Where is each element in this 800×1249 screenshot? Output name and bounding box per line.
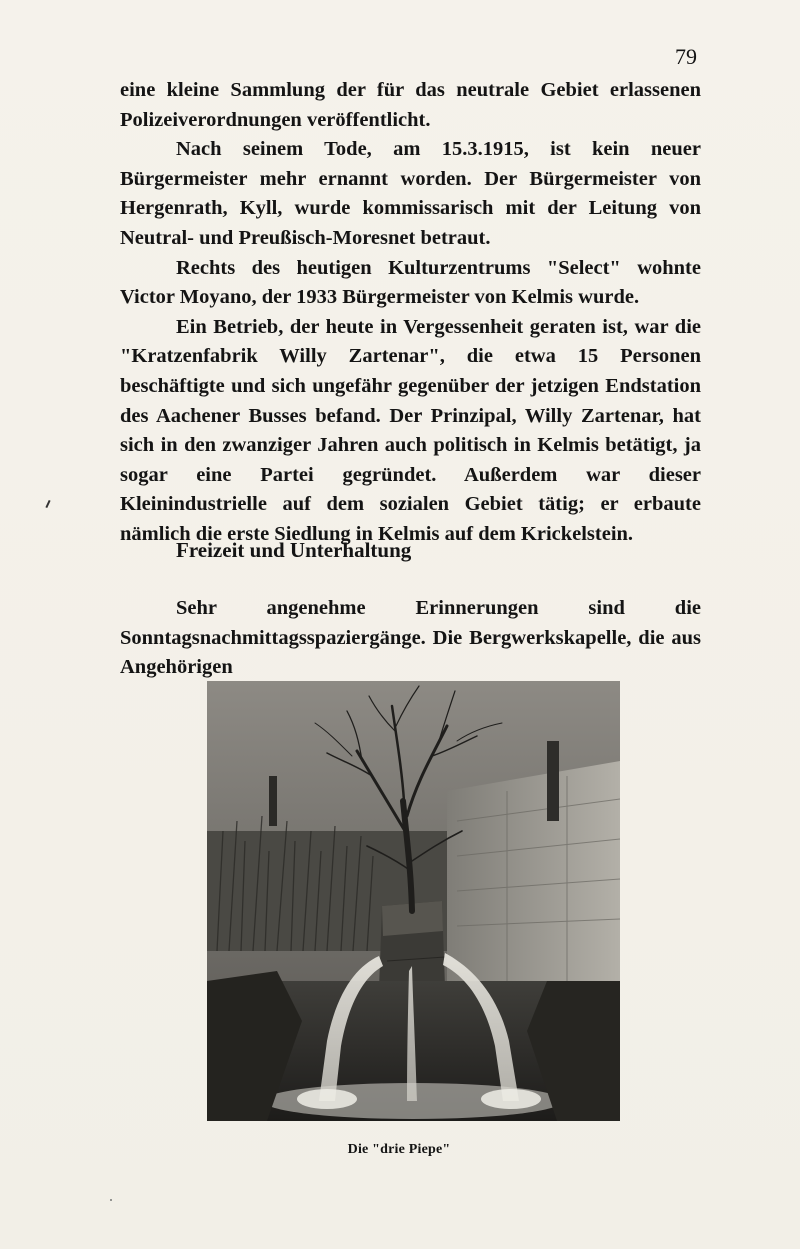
photo-caption: [0, 1142, 800, 1158]
photo-caption-text: Die "drie Piepe": [347, 1142, 451, 1157]
photograph-drie-piepe: [207, 681, 620, 1121]
paragraph-5: Sehr angenehme Erinnerungen sind die Sonntagsnachmittagsspaziergänge. Die Bergwerkskapelle, die aus Angehörigen: [120, 597, 701, 679]
stray-dot: [110, 1199, 112, 1201]
body-text-upper: [120, 76, 701, 550]
paragraph-3: Rechts des heutigen Kulturzentrums "Select" wohnte Victor Moyano, der 1933 Bürgermeister von Kelmis wurde.: [120, 256, 701, 309]
fountain-photo-icon: [207, 681, 620, 1121]
page-number: 79: [675, 44, 697, 69]
paragraph-1: eine kleine Sammlung der für das neutrale Gebiet erlassenen Polizeiverordnungen veröffentlicht.: [120, 79, 701, 131]
section-heading: Freizeit und Unterhaltung: [176, 538, 412, 562]
body-text-lower: [120, 594, 701, 683]
stray-mark: [45, 500, 50, 508]
paragraph-2: Nach seinem Tode, am 15.3.1915, ist kein neuer Bürgermeister mehr ernannt worden. Der Bürgermeister von Hergenrath, Kyll, wurde kommissarisch mit der Leitung von Neutral- und Preußisch-Moresnet betraut.: [120, 138, 701, 249]
paragraph-4: Ein Betrieb, der heute in Vergessenheit geraten ist, war die "Kratzenfabrik Willy Zartenar", die etwa 15 Personen beschäftigte und sich ungefähr gegenüber der jetzigen Endstation des Aachener Busses befand. Der Prinzipal, Willy Zartenar, hat sich in den zwanziger Jahren auch politisch in Kelmis betätigt, ja sogar eine Partei gegründet. Außerdem war dieser Kleinindustrielle auf dem sozialen Gebiet tätig; er erbaute nämlich die erste Siedlung in Kelmis auf dem Krickelstein.: [120, 315, 701, 545]
